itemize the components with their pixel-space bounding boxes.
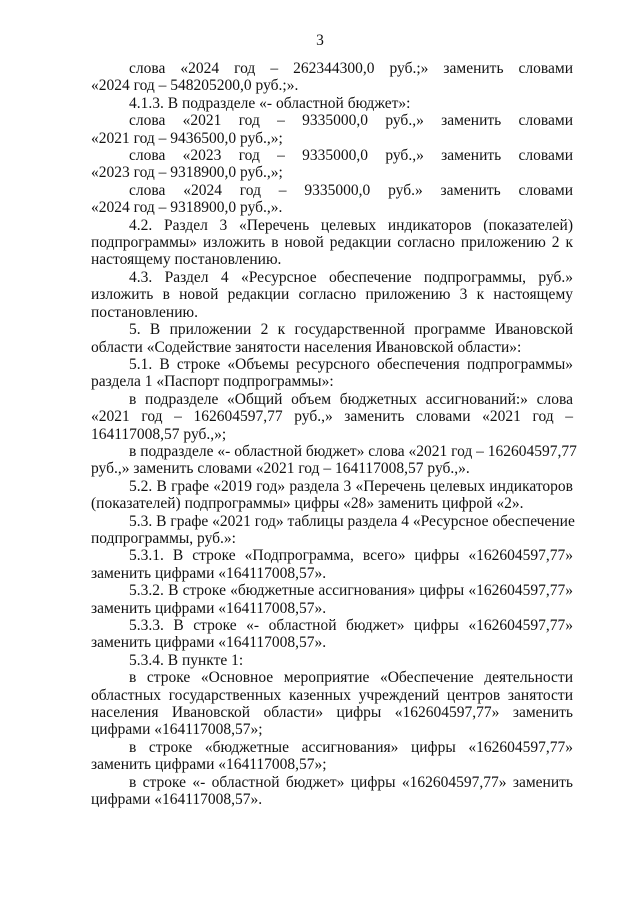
text-line: 4.3. Раздел 4 «Ресурсное обеспечение подпрограммы, руб.» (129, 268, 573, 286)
text-line: заменить цифрами «164117008,57»; (91, 756, 327, 774)
text-line: 5. В приложении 2 к государственной программе Ивановской (129, 321, 573, 339)
text-line: слова «2021 год – 9335000,0 руб.,» заменить словами (129, 112, 573, 130)
text-line: «2021 год – 9436500,0 руб.,»; (91, 129, 283, 147)
text-line: 5.3.2. В строке «бюджетные ассигнования» цифры «162604597,77» (129, 582, 573, 600)
text-line: заменить цифрами «164117008,57». (91, 599, 327, 617)
text-line: 5.3.1. В строке «Подпрограмма, всего» цифры «162604597,77» (129, 547, 573, 565)
text-line: 5.3.4. В пункте 1: (129, 651, 244, 669)
text-line: заменить цифрами «164117008,57». (91, 634, 327, 652)
text-line: в подразделе «Общий объем бюджетных ассигнований:» слова (129, 390, 573, 408)
text-line: «2023 год – 9318900,0 руб.,»; (91, 164, 283, 182)
text-line: цифрами «164117008,57»; (91, 721, 263, 739)
text-line: в строке «- областной бюджет» цифры «162604597,77» заменить (129, 773, 573, 791)
document-body (91, 60, 577, 809)
text-line: областных государственных казенных учреждений центров занятости (91, 686, 573, 704)
text-line: 5.2. В графе «2019 год» раздела 3 «Перечень целевых индикаторов (129, 477, 573, 495)
text-line: подпрограммы, руб.»: (91, 529, 236, 547)
text-line: изложить в новой редакции согласно приложению 3 к настоящему (91, 286, 573, 304)
text-line: слова «2024 год – 262344300,0 руб.;» заменить словами (129, 60, 573, 77)
text-line: подпрограммы» изложить в новой редакции согласно приложению 2 к (91, 234, 573, 252)
text-line: 5.1. В строке «Объемы ресурсного обеспечения подпрограммы» (129, 355, 573, 373)
text-line: руб.,» заменить словами «2021 год – 164117008,57 руб.,». (91, 460, 470, 478)
text-line: «2024 год – 9318900,0 руб.,». (91, 199, 283, 217)
text-line: (показателей) подпрограммы» цифры «28» заменить цифрой «2». (91, 495, 524, 513)
text-line: области «Содействие занятости населения Ивановской области»: (91, 338, 522, 356)
text-line: 4.1.3. В подразделе «- областной бюджет»: (129, 94, 411, 112)
text-line: «2021 год – 162604597,77 руб.,» заменить словами «2021 год – (91, 408, 573, 426)
text-line: 5.3.3. В строке «- областной бюджет» цифры «162604597,77» (129, 617, 573, 634)
text-line: слова «2024 год – 9335000,0 руб.» заменить словами (129, 181, 573, 199)
text-line: постановлению. (91, 303, 198, 321)
text-line: заменить цифрами «164117008,57». (91, 564, 327, 582)
text-line: цифрами «164117008,57». (91, 791, 263, 809)
text-line: в строке «Основное мероприятие «Обеспечение деятельности (129, 669, 573, 687)
text-line: настоящему постановлению. (91, 251, 282, 269)
text-line: слова «2023 год – 9335000,0 руб.,» заменить словами (129, 147, 573, 165)
text-line: 164117008,57 руб.,»; (91, 425, 227, 443)
text-line: раздела 1 «Паспорт подпрограммы»: (91, 373, 334, 391)
text-line: в строке «бюджетные ассигнования» цифры «162604597,77» (129, 738, 573, 756)
text-line: населения Ивановской области» цифры «162604597,77» заменить (91, 704, 573, 722)
text-line: 5.3. В графе «2021 год» таблицы раздела 4 «Ресурсное обеспечение (129, 512, 575, 530)
text-line: 4.2. Раздел 3 «Перечень целевых индикаторов (показателей) (129, 216, 573, 234)
page-number: 3 (316, 32, 324, 49)
text-line: «2024 год – 548205200,0 руб.;». (91, 77, 299, 95)
text-line: в подразделе «- областной бюджет» слова «2021 год – 162604597,77 (129, 442, 577, 460)
